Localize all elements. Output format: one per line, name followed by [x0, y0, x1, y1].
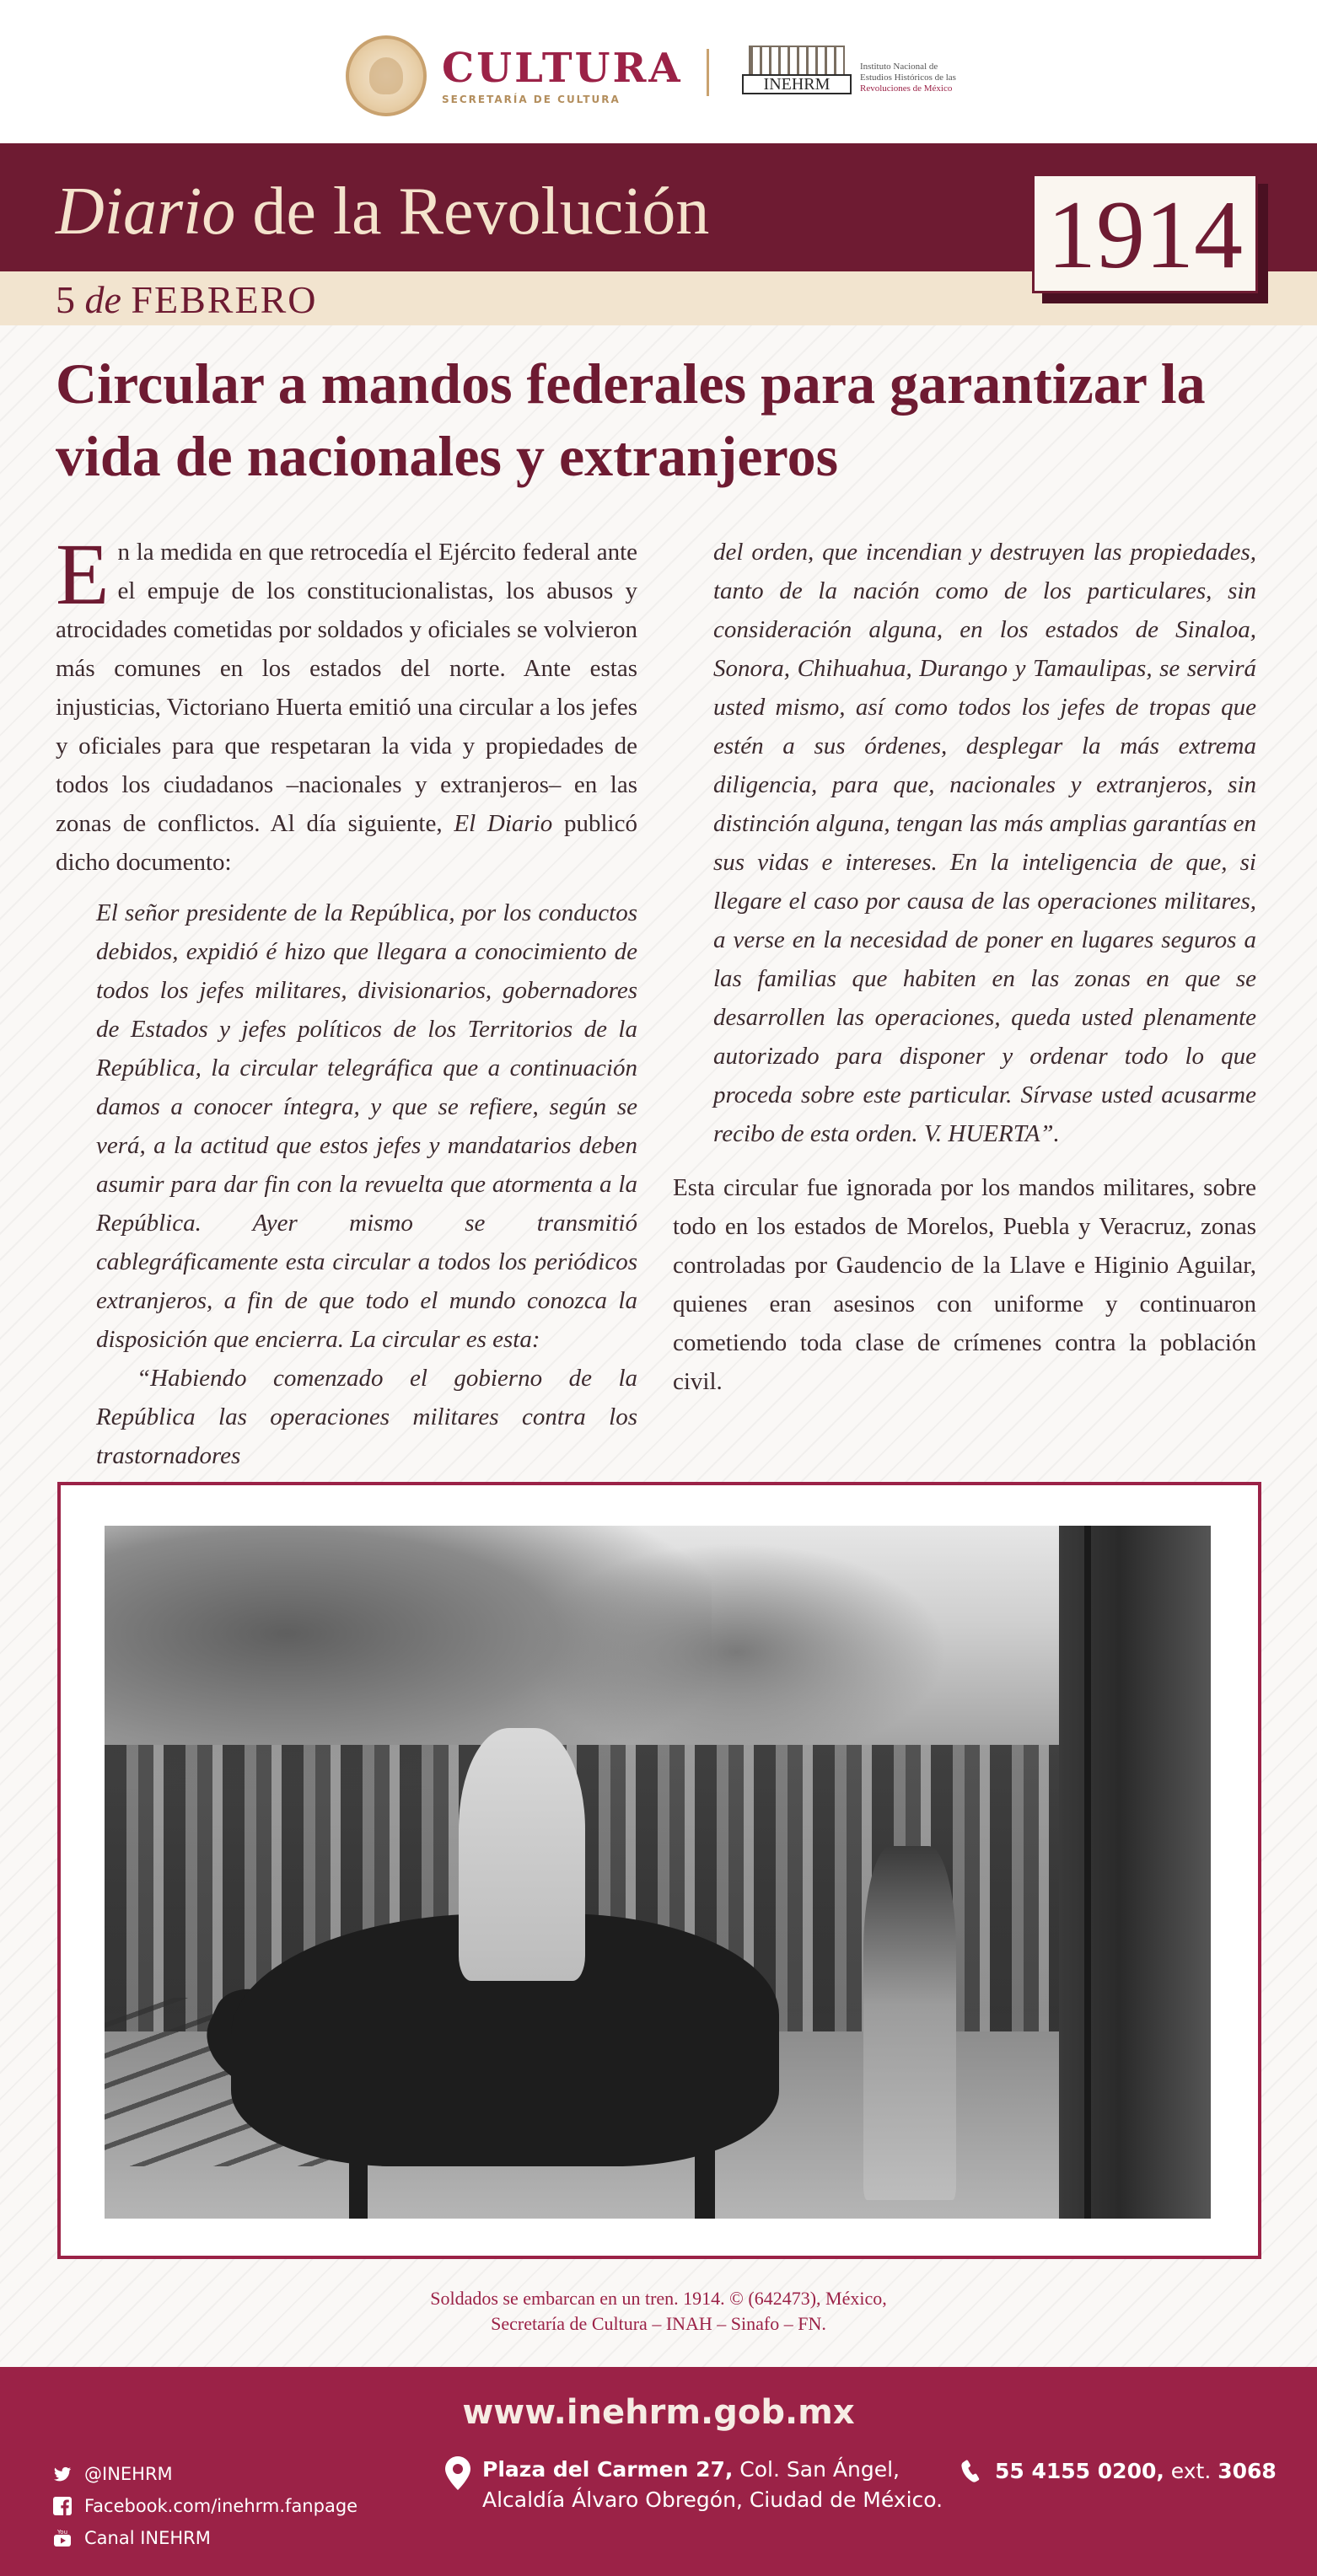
inehrm-acronym: INEHRM [742, 74, 852, 94]
photo-horse-leg-front [349, 2116, 368, 2219]
photo-train [1059, 1526, 1211, 2219]
article-column-left [56, 526, 637, 1475]
quote-paragraph-1: El señor presidente de la República, por los conductos debidos, expidió é hizo que llegara a conocimiento de todos los jefes militares, divisionarios, gobernadores de Estados y jefes políticos de los Territorios de la República, la circular telegráfica que a continuación damos a conocer íntegra, y que se refiere, según se verá, a la actitud que estos jefes y mandatarios deben asumir para dar fin con la revuelta que atormenta a la República. Ayer mismo se transmitió cablegráficamente esta circular a todos los periódicos extranjeros, a fin de que todo el mundo conozca la disposición que encierra. La circular es esta: [96, 899, 637, 1353]
year-label: 1914 [1047, 181, 1243, 289]
address-street: Plaza del Carmen 27, [482, 2457, 734, 2482]
photo-rider [459, 1728, 585, 1981]
inehrm-line-3: Revoluciones de México [860, 83, 953, 94]
phone-ext-label: ext. [1164, 2459, 1218, 2483]
photo-horse-leg-back [695, 2116, 715, 2219]
caption-line-2: Secretaría de Cultura – INAH – Sinafo – FN. [491, 2313, 826, 2334]
phone-block[interactable] [960, 2456, 1277, 2487]
cultura-wordmark: CULTURA [442, 45, 683, 92]
top-logo-bar [0, 0, 1317, 143]
youtube-icon [52, 2528, 73, 2548]
issue-date [56, 278, 317, 322]
quote-paragraph-3: del orden, que incendian y destruyen las propiedades, tanto de la nación como de los particulares, sin consideración alguna, en los estados de Sinaloa, Sonora, Chihuahua, Durango y Tamaulipas, se servirá usted mismo, así como todos los jefes de tropas que estén a sus órdenes, desplegar la más extrema diligencia, para que, nacionales y extranjeros, sin distinción alguna, tengan las más amplias garantías en sus vidas e intereses. En la inteligencia de que, si llegare el caso por causa de las operaciones militares, a verse en la necesidad de poner en lugares seguros a las familias que habiten en las zonas en que se desarrollen las operaciones, queda usted plenamente autorizado para disponer y ordenar todo lo que proceda sobre este particular. Sírvase usted acusarme recibo de esta orden. V. HUERTA”. [713, 539, 1256, 1147]
publication-title [56, 174, 709, 250]
inehrm-line-2: Estudios Históricos de las [860, 72, 956, 83]
intro-text-2: publicó dicho documento: [56, 810, 637, 876]
article-headline: Circular a mandos federales para garantizar la vida de nacionales y extranjeros [56, 352, 1206, 488]
logo-divider [707, 49, 709, 96]
phone-number: 55 4155 0200, [995, 2459, 1164, 2483]
address-line-1 [482, 2455, 943, 2485]
social-twitter[interactable] [52, 2458, 357, 2490]
building-icon [749, 46, 845, 74]
facebook-icon [52, 2496, 73, 2516]
twitter-icon [52, 2464, 73, 2484]
drop-cap: E [56, 526, 110, 623]
photo-caption [0, 2286, 1317, 2337]
address-text [482, 2455, 943, 2515]
year-box [1032, 174, 1258, 293]
photo-trees-2 [526, 1543, 948, 1762]
youtube-channel: Canal INEHRM [84, 2528, 211, 2548]
phone-extension: 3068 [1218, 2459, 1277, 2483]
historical-photo[interactable] [105, 1526, 1211, 2219]
facebook-url: Facebook.com/inehrm.fanpage [84, 2496, 358, 2516]
cultura-subtitle: SECRETARÍA DE CULTURA [442, 94, 621, 105]
cultura-logo-text [442, 46, 683, 105]
address-block[interactable] [445, 2455, 943, 2515]
publication-title-italic: Diario [56, 174, 236, 249]
intro-newspaper-name: El Diario [454, 810, 553, 837]
seal-icon [346, 35, 427, 116]
article-column-right [673, 533, 1256, 1401]
closing-paragraph: Esta circular fue ignorada por los mandos militares, sobre todo en los estados de Morelos, Puebla y Veracruz, zonas controladas por Gaudencio de la Llave e Higinio Aguilar, quienes eran asesinos con uniforme y continuaron cometiendo toda clase de crímenes contra la población civil. [673, 1174, 1256, 1395]
date-month: FEBRERO [131, 278, 318, 321]
caption-line-1: Soldados se embarcan en un tren. 1914. © (642473), México, [430, 2288, 887, 2309]
photo-frame [57, 1482, 1261, 2259]
address-line-2: Alcaldía Álvaro Obregón, Ciudad de México. [482, 2487, 943, 2512]
location-pin-icon [445, 2456, 470, 2490]
inehrm-emblem [742, 46, 852, 94]
phone-text [995, 2456, 1277, 2487]
inehrm-line-1: Instituto Nacional de [860, 62, 938, 72]
social-youtube[interactable] [52, 2522, 357, 2554]
website-link[interactable]: www.inehrm.gob.mx [462, 2393, 855, 2432]
social-facebook[interactable] [52, 2490, 357, 2522]
footer [0, 2367, 1317, 2576]
date-de: de [84, 278, 121, 321]
inehrm-full-name [860, 62, 956, 94]
photo-soldier [863, 1846, 956, 2200]
cultura-logo[interactable] [346, 35, 683, 116]
svg-text:You: You [56, 2529, 68, 2536]
social-links [52, 2458, 357, 2554]
intro-text-1: n la medida en que retrocedía el Ejército federal ante el empuje de los constitucionalistas, los abusos y atrocidades cometidas por soldados y oficiales se volvieron más comunes en los estados del norte. Ante estas injusticias, Victoriano Huerta emitió una circular a los jefes y oficiales para que respetaran la vida y propiedades de todos los ciudadanos –nacionales y extranjeros– en las zonas de conflictos. Al día siguiente, [56, 539, 637, 837]
address-colony: Col. San Ángel, [733, 2457, 900, 2482]
quote-paragraph-2: “Habiendo comenzado el gobierno de la República las operaciones militares contra los trastornadores [96, 1365, 637, 1469]
publication-title-rest: de la Revolución [235, 174, 710, 249]
phone-icon [960, 2459, 983, 2484]
inehrm-logo[interactable] [742, 46, 956, 94]
intro-paragraph [56, 526, 637, 882]
date-day: 5 [56, 278, 75, 321]
twitter-handle: @INEHRM [84, 2464, 173, 2484]
